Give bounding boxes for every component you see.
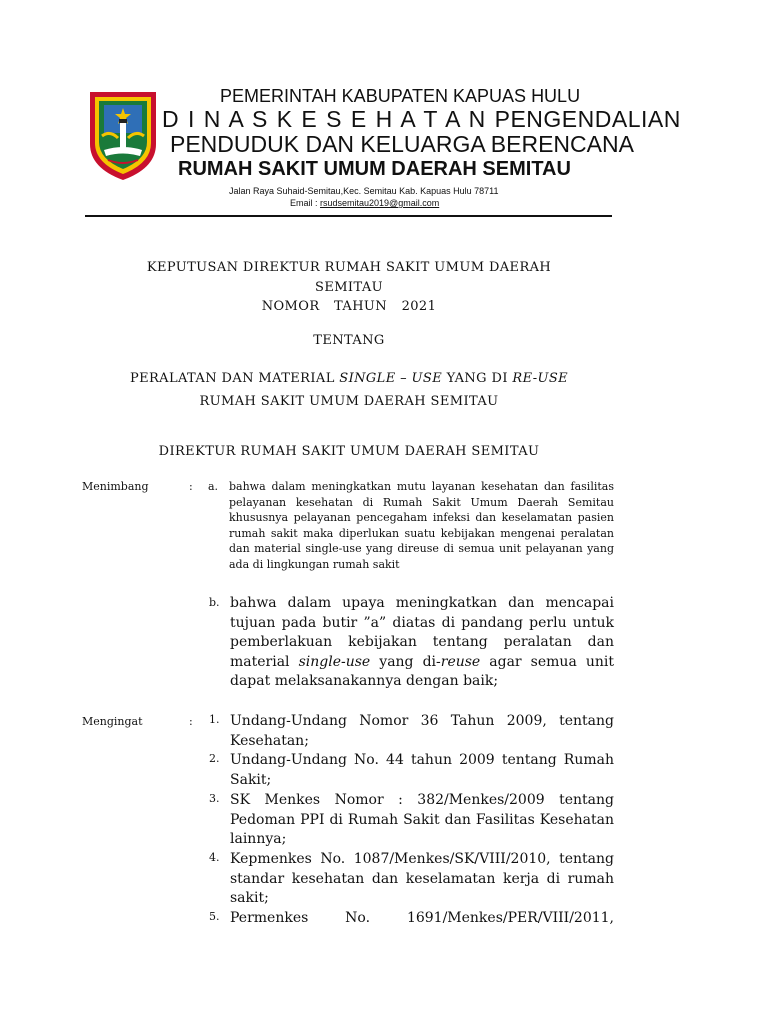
consideration-b-italic-single-use: single-use <box>298 653 371 670</box>
reference-5-text: Permenkes No. 1691/Menkes/PER/VIII/2011, <box>230 910 614 926</box>
reference-5-marker: 5. <box>209 910 220 923</box>
subject-text-mid: YANG DI <box>442 371 513 386</box>
decree-title: KEPUTUSAN DIREKTUR RUMAH SAKIT UMUM DAERAH <box>146 260 552 275</box>
consideration-a-text: bahwa dalam meningkatkan mutu layanan kesehatan dan fasilitas pelayanan kesehatan di Rumah Sakit Umum Daerah Semitau khususnya pelayanan pencegaham infeksi dan keselamatan pasien rumah sakit maka diperlukan suatu kebijakan mengenai peralatan dan material single-use yang direuse di semua unit pelayanan yang ada di lingkungan rumah sakit <box>229 480 614 571</box>
menimbang-label: Menimbang <box>82 480 149 493</box>
letterhead-divider <box>85 215 612 217</box>
consideration-b-marker: b. <box>209 596 220 609</box>
consideration-b-text-start: bahwa dalam upaya meningkatkan dan mencapai tujuan pada butir ”a” diatas di pandang perlu untuk pemberlakuan kebijakan tentang peralatan dan material <box>230 595 614 670</box>
reference-1-marker: 1. <box>209 713 220 726</box>
subject-text: PERALATAN DAN MATERIAL <box>129 371 340 386</box>
reference-3-marker: 3. <box>209 792 220 805</box>
email-line <box>290 198 439 208</box>
subject-italic-re-use: RE-USE <box>512 371 569 386</box>
agency-name-continued: PENDUDUK DAN KELUARGA BERENCANA <box>170 131 634 157</box>
reference-3-text: SK Menkes Nomor : 382/Menkes/2009 tentang Pedoman PPI di Rumah Sakit dan Fasilitas Kesehatan lainnya; <box>230 792 614 847</box>
reference-4-marker: 4. <box>209 851 220 864</box>
decree-title-continued: SEMITAU <box>315 280 383 295</box>
menimbang-colon: : <box>189 480 193 493</box>
email-label: Email : <box>290 198 321 208</box>
email-link[interactable]: rsudsemitau2019@gmail.com <box>320 198 440 208</box>
consideration-b-text-mid: yang di- <box>370 653 441 670</box>
consideration-b-text-end: agar semua unit dapat melaksanakannya dengan baik; <box>230 653 614 689</box>
decree-subject-continued: RUMAH SAKIT UMUM DAERAH SEMITAU <box>199 394 499 409</box>
regency-crest-icon <box>84 86 162 182</box>
consideration-a-marker: a. <box>208 480 219 493</box>
consideration-b-italic-reuse: reuse <box>440 653 481 670</box>
government-name: PEMERINTAH KABUPATEN KAPUAS HULU <box>220 86 581 106</box>
decree-about-heading: TENTANG <box>313 333 385 348</box>
hospital-address: Jalan Raya Suhaid-Semitau,Kec. Semitau Kab. Kapuas Hulu 78711 <box>229 186 499 196</box>
mengingat-colon: : <box>189 715 193 728</box>
reference-2-text: Undang-Undang No. 44 tahun 2009 tentang Rumah Sakit; <box>230 752 614 788</box>
subject-italic-single-use: SINGLE – USE <box>339 371 443 386</box>
decree-subject <box>84 371 614 386</box>
reference-1-text: Undang-Undang Nomor 36 Tahun 2009, tentang Kesehatan; <box>230 713 614 749</box>
decree-number: NOMOR TAHUN 2021 <box>261 299 437 314</box>
reference-4-text: Kepmenkes No. 1087/Menkes/SK/VIII/2010, tentang standar kesehatan dan keselamatan kerja di rumah sakit; <box>230 851 614 906</box>
reference-2-marker: 2. <box>209 752 220 765</box>
issuer-heading: DIREKTUR RUMAH SAKIT UMUM DAERAH SEMITAU <box>158 444 540 459</box>
consideration-b-text <box>230 594 614 692</box>
hospital-name: RUMAH SAKIT UMUM DAERAH SEMITAU <box>178 158 571 180</box>
mengingat-label: Mengingat <box>82 715 143 728</box>
agency-name: D I N A S K E S E H A T A N PENGENDALIAN <box>162 106 681 132</box>
